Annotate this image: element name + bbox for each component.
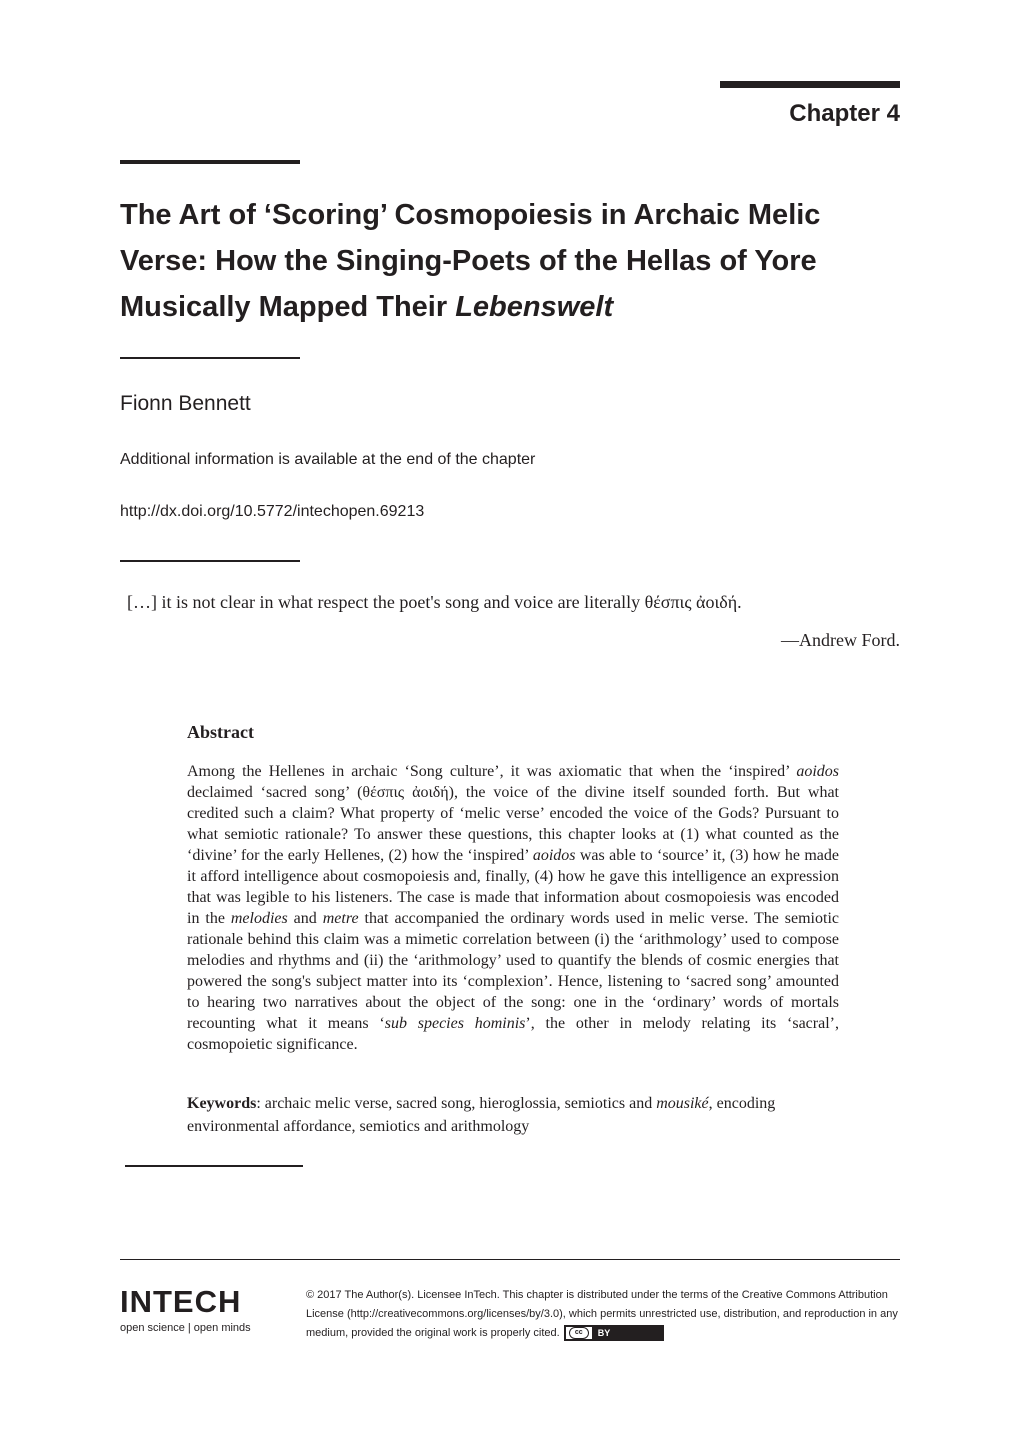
epigraph-attribution: —Andrew Ford. [781, 630, 900, 650]
intech-logo [120, 1285, 251, 1334]
title-top-rule [120, 160, 300, 164]
keywords-label: Keywords [187, 1095, 257, 1112]
chapter-label: Chapter 4 [789, 100, 900, 127]
epigraph-quote: […] it is not clear in what respect the poet's song and voice are literally θέσπις ἀοιδή. [127, 592, 742, 612]
chapter-rule [720, 81, 900, 88]
abstract-italic-term: aoidos [796, 763, 839, 780]
footnote-rule [125, 1165, 303, 1167]
abstract-italic-term: metre [322, 910, 359, 927]
keywords-italic: mousiké [656, 1095, 709, 1112]
keywords-text-2: , encoding environmental affordance, semiotics and arithmology [187, 1095, 776, 1135]
title-italic-word: Lebenswelt [455, 291, 614, 323]
cc-icon: cc [569, 1327, 589, 1339]
keywords [187, 1092, 839, 1138]
doi-link[interactable]: http://dx.doi.org/10.5772/intechopen.69213 [120, 503, 425, 520]
title-bottom-rule [120, 357, 300, 359]
logo-text: INTECH [120, 1284, 242, 1319]
title-line-3 [120, 284, 900, 330]
abstract-italic-term: melodies [230, 910, 288, 927]
license-notice [306, 1286, 906, 1343]
abstract-text: Among the Hellenes in archaic ‘Song culture’, it was axiomatic that when the ‘inspired’ [187, 763, 797, 780]
abstract-heading: Abstract [187, 722, 254, 742]
footer-rule [120, 1259, 900, 1260]
cc-badge-text: BY [592, 1327, 662, 1339]
abstract-italic-term: aoidos [532, 847, 576, 864]
abstract-body [187, 761, 839, 1055]
title-line-1: The Art of ‘Scoring’ Cosmopoiesis in Archaic Melic [120, 199, 821, 231]
abstract-text: and [287, 910, 323, 927]
keywords-text-1: : archaic melic verse, sacred song, hieroglossia, semiotics and [256, 1095, 657, 1112]
title-line-2: Verse: How the Singing-Poets of the Hellas of Yore [120, 245, 817, 277]
cc-by-badge[interactable] [564, 1325, 664, 1341]
abstract-italic-term: sub species hominis [384, 1015, 526, 1032]
doi-rule [120, 560, 300, 562]
abstract-text: was able to ‘source’ it, (3) how he made it afford intelligence about cosmopoiesis and, finally, (4) how he gave this intelligence an expression that was legible to his listeners. The case is made that information about cosmopoiesis was encoded in the [187, 847, 839, 927]
abstract-text: ’, the other in melody relating its ‘sacral’, cosmopoietic significance. [187, 1015, 839, 1053]
license-text: © 2017 The Author(s). Licensee InTech. This chapter is distributed under the terms of the Creative Commons Attribution License (http://creativecommons.org/licenses/by/3.0), which permits unrestricted use, distribution, and reproduction in any medium, provided the original work is properly cited. [306, 1289, 898, 1339]
abstract-text: declaimed ‘sacred song’ (θέσπις ἀοιδή), the voice of the divine itself sounded forth. But what credited such a claim? What property of ‘melic verse’ encoded the voice of the Gods? Pursuant to what semiotic rationale? To answer these questions, this chapter looks at (1) what counted as the ‘divine’ for the early Hellenes, (2) how the ‘inspired’ [187, 784, 839, 864]
additional-info: Additional information is available at the end of the chapter [120, 451, 536, 468]
abstract-text: that accompanied the ordinary words used in melic verse. The semiotic rationale behind this claim was a mimetic correlation between (i) the ‘arithmology’ used to compose melodies and rhythms and (ii) the ‘arithmology’ used to quantify the blends of cosmic energies that powered the song's subject matter into its ‘complexion’. Hence, listening to ‘sacred song’ amounted to hearing two narratives about the object of the song: one in the ‘ordinary’ words of mortals recounting what it means ‘ [187, 910, 839, 1032]
author-name: Fionn Bennett [120, 392, 251, 415]
logo-tagline: open science | open minds [120, 1322, 251, 1334]
chapter-title [120, 192, 900, 330]
title-line-3-text: Musically Mapped Their [120, 291, 456, 323]
